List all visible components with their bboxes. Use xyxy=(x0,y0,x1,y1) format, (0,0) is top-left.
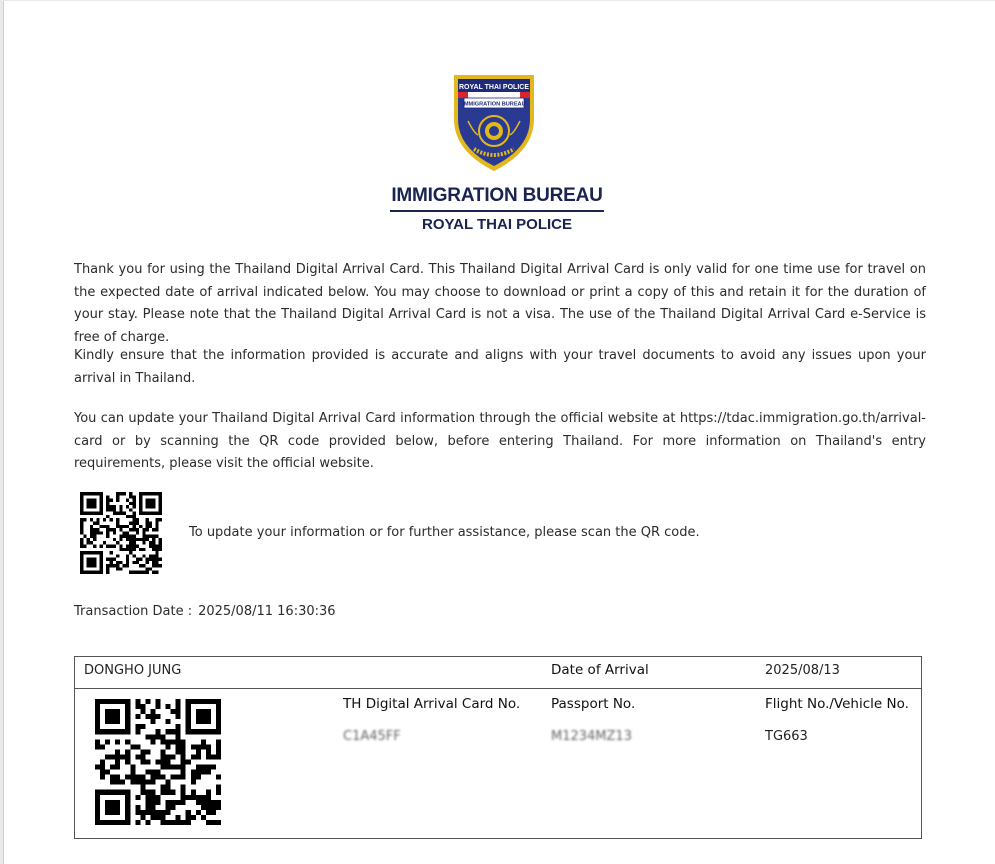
org-name: IMMIGRATION BUREAU xyxy=(391,185,603,206)
svg-text:ROYAL THAI POLICE: ROYAL THAI POLICE xyxy=(458,84,530,91)
transaction-label: Transaction Date : xyxy=(74,604,193,619)
card-number-value: C1A45FF xyxy=(343,729,401,744)
flight-value: TG663 xyxy=(765,729,808,744)
transaction-value: 2025/08/11 16:30:36 xyxy=(198,604,336,619)
traveler-name: DONGHO JUNG xyxy=(84,663,182,678)
qr-caption: To update your information or for further assistance, please scan the QR code. xyxy=(189,525,700,540)
svg-text:IMMIGRATION BUREAU: IMMIGRATION BUREAU xyxy=(462,101,526,108)
intro-paragraph-1: Thank you for using the Thailand Digital Arrival Card. This Thailand Digital Arrival Card is only valid for one time use for travel on the expected date of arrival indicated below. You may choose to download or print a copy of this and retain it for the duration of your stay. Please note that the Thailand Digital Arrival Card is not a visa. The use of the Thailand Digital Arrival Card e-Service is free of charge. xyxy=(74,262,926,345)
arrival-card-qr-code-icon xyxy=(95,699,221,825)
flight-label: Flight No./Vehicle No. xyxy=(765,696,909,712)
org-subtitle: ROYAL THAI POLICE xyxy=(421,216,573,233)
passport-label: Passport No. xyxy=(551,696,636,712)
arrival-card xyxy=(74,656,922,839)
update-qr-code-icon[interactable] xyxy=(80,492,162,574)
document-page xyxy=(3,1,995,864)
intro-paragraph-2: Kindly ensure that the information provided is accurate and aligns with your travel documents to avoid any issues upon your arrival in Thailand. xyxy=(74,348,926,386)
card-divider xyxy=(75,688,921,689)
royal-thai-police-badge-logo xyxy=(448,71,540,173)
passport-value: M1234MZ13 xyxy=(551,729,632,744)
arrival-date-label: Date of Arrival xyxy=(551,662,649,678)
transaction-date xyxy=(74,604,336,619)
intro-paragraph-3: You can update your Thailand Digital Arrival Card information through the official website at https://tdac.immigration.go.th/arrival-card or by scanning the QR code provided below, before entering Thailand. For more information on Thailand's entry requirements, please visit the official website. xyxy=(74,411,926,471)
card-number-label: TH Digital Arrival Card No. xyxy=(343,696,521,712)
organization-title xyxy=(384,183,610,235)
title-rule xyxy=(390,210,604,212)
arrival-date-value: 2025/08/13 xyxy=(765,663,840,678)
